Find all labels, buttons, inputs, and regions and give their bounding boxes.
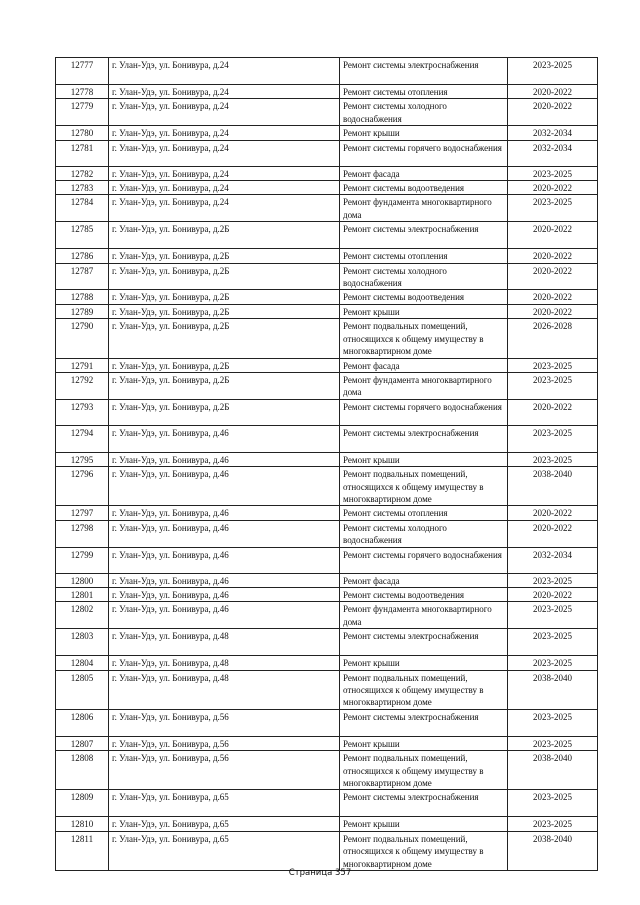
period-cell: 2023-2025 — [508, 709, 598, 736]
table-row — [56, 751, 598, 790]
period-cell: 2032-2034 — [508, 126, 598, 140]
row-number-cell: 12779 — [56, 99, 109, 126]
address-cell: г. Улан-Удэ, ул. Бонивура, д.65 — [109, 817, 340, 831]
row-number-cell: 12807 — [56, 736, 109, 750]
table-row — [56, 452, 598, 466]
address-cell: г. Улан-Удэ, ул. Бонивура, д.2Б — [109, 263, 340, 290]
period-cell: 2026-2028 — [508, 319, 598, 358]
period-cell: 2020-2022 — [508, 399, 598, 425]
period-cell: 2023-2025 — [508, 195, 598, 222]
address-cell: г. Улан-Удэ, ул. Бонивура, д.2Б — [109, 249, 340, 263]
period-cell: 2020-2022 — [508, 290, 598, 304]
row-number-cell: 12777 — [56, 58, 109, 85]
table-row — [56, 467, 598, 506]
row-number-cell: 12804 — [56, 656, 109, 670]
row-number-cell: 12796 — [56, 467, 109, 506]
address-cell: г. Улан-Удэ, ул. Бонивура, д.56 — [109, 751, 340, 790]
row-number-cell: 12797 — [56, 506, 109, 520]
work-type-cell: Ремонт фасада — [340, 358, 508, 372]
row-number-cell: 12809 — [56, 790, 109, 817]
period-cell: 2023-2025 — [508, 602, 598, 629]
table-row — [56, 58, 598, 85]
table-row — [56, 831, 598, 870]
address-cell: г. Улан-Удэ, ул. Бонивура, д.48 — [109, 629, 340, 656]
table-row — [56, 425, 598, 452]
table-row — [56, 181, 598, 195]
table-row — [56, 520, 598, 547]
row-number-cell: 12785 — [56, 222, 109, 249]
address-cell: г. Улан-Удэ, ул. Бонивура, д.65 — [109, 790, 340, 817]
period-cell: 2020-2022 — [508, 520, 598, 547]
row-number-cell: 12788 — [56, 290, 109, 304]
row-number-cell: 12802 — [56, 602, 109, 629]
table-row — [56, 166, 598, 180]
address-cell: г. Улан-Удэ, ул. Бонивура, д.46 — [109, 467, 340, 506]
address-cell: г. Улан-Удэ, ул. Бонивура, д.48 — [109, 656, 340, 670]
period-cell: 2032-2034 — [508, 547, 598, 573]
period-cell: 2020-2022 — [508, 506, 598, 520]
row-number-cell: 12783 — [56, 181, 109, 195]
period-cell: 2023-2025 — [508, 166, 598, 180]
period-cell: 2023-2025 — [508, 629, 598, 656]
row-number-cell: 12790 — [56, 319, 109, 358]
address-cell: г. Улан-Удэ, ул. Бонивура, д.24 — [109, 166, 340, 180]
period-cell: 2032-2034 — [508, 140, 598, 166]
work-type-cell: Ремонт системы электроснабжения — [340, 629, 508, 656]
work-type-cell: Ремонт фундамента многоквартирного дома — [340, 195, 508, 222]
work-type-cell: Ремонт системы водоотведения — [340, 181, 508, 195]
row-number-cell: 12792 — [56, 372, 109, 399]
address-cell: г. Улан-Удэ, ул. Бонивура, д.2Б — [109, 358, 340, 372]
table-row — [56, 629, 598, 656]
work-type-cell: Ремонт системы холодного водоснабжения — [340, 99, 508, 126]
address-cell: г. Улан-Удэ, ул. Бонивура, д.46 — [109, 573, 340, 587]
period-cell: 2023-2025 — [508, 425, 598, 452]
work-type-cell: Ремонт подвальных помещений, относящихся к общему имуществу в многоквартирном доме — [340, 670, 508, 709]
address-cell: г. Улан-Удэ, ул. Бонивура, д.46 — [109, 452, 340, 466]
row-number-cell: 12782 — [56, 166, 109, 180]
table-row — [56, 587, 598, 601]
address-cell: г. Улан-Удэ, ул. Бонивура, д.2Б — [109, 304, 340, 318]
table-row — [56, 140, 598, 166]
period-cell: 2038-2040 — [508, 467, 598, 506]
work-type-cell: Ремонт подвальных помещений, относящихся к общему имуществу в многоквартирном доме — [340, 751, 508, 790]
address-cell: г. Улан-Удэ, ул. Бонивура, д.2Б — [109, 222, 340, 249]
work-type-cell: Ремонт крыши — [340, 452, 508, 466]
address-cell: г. Улан-Удэ, ул. Бонивура, д.2Б — [109, 372, 340, 399]
row-number-cell: 12789 — [56, 304, 109, 318]
work-type-cell: Ремонт подвальных помещений, относящихся к общему имуществу в многоквартирном доме — [340, 319, 508, 358]
work-type-cell: Ремонт фасада — [340, 573, 508, 587]
address-cell: г. Улан-Удэ, ул. Бонивура, д.65 — [109, 831, 340, 870]
table-row — [56, 290, 598, 304]
row-number-cell: 12811 — [56, 831, 109, 870]
table-row — [56, 656, 598, 670]
table-row — [56, 547, 598, 573]
period-cell: 2020-2022 — [508, 304, 598, 318]
row-number-cell: 12806 — [56, 709, 109, 736]
address-cell: г. Улан-Удэ, ул. Бонивура, д.46 — [109, 506, 340, 520]
row-number-cell: 12787 — [56, 263, 109, 290]
work-type-cell: Ремонт системы горячего водоснабжения — [340, 399, 508, 425]
row-number-cell: 12800 — [56, 573, 109, 587]
address-cell: г. Улан-Удэ, ул. Бонивура, д.46 — [109, 520, 340, 547]
address-cell: г. Улан-Удэ, ул. Бонивура, д.24 — [109, 140, 340, 166]
work-type-cell: Ремонт системы горячего водоснабжения — [340, 547, 508, 573]
work-type-cell: Ремонт системы электроснабжения — [340, 709, 508, 736]
row-number-cell: 12799 — [56, 547, 109, 573]
work-type-cell: Ремонт системы электроснабжения — [340, 790, 508, 817]
period-cell: 2020-2022 — [508, 263, 598, 290]
table-row — [56, 249, 598, 263]
table-row — [56, 817, 598, 831]
table-body — [56, 58, 598, 871]
period-cell: 2020-2022 — [508, 222, 598, 249]
page-number: Страница 357 — [288, 868, 352, 878]
work-type-cell: Ремонт крыши — [340, 736, 508, 750]
table-row — [56, 85, 598, 99]
table-row — [56, 195, 598, 222]
period-cell: 2023-2025 — [508, 58, 598, 85]
row-number-cell: 12793 — [56, 399, 109, 425]
work-type-cell: Ремонт системы холодного водоснабжения — [340, 520, 508, 547]
address-cell: г. Улан-Удэ, ул. Бонивура, д.46 — [109, 587, 340, 601]
table-row — [56, 790, 598, 817]
table-row — [56, 319, 598, 358]
period-cell: 2020-2022 — [508, 181, 598, 195]
work-type-cell: Ремонт фасада — [340, 166, 508, 180]
table-row — [56, 304, 598, 318]
row-number-cell: 12781 — [56, 140, 109, 166]
work-type-cell: Ремонт системы электроснабжения — [340, 222, 508, 249]
row-number-cell: 12805 — [56, 670, 109, 709]
row-number-cell: 12786 — [56, 249, 109, 263]
row-number-cell: 12784 — [56, 195, 109, 222]
row-number-cell: 12780 — [56, 126, 109, 140]
work-type-cell: Ремонт крыши — [340, 656, 508, 670]
period-cell: 2023-2025 — [508, 817, 598, 831]
period-cell: 2023-2025 — [508, 736, 598, 750]
work-type-cell: Ремонт системы электроснабжения — [340, 425, 508, 452]
work-type-cell: Ремонт системы водоотведения — [340, 587, 508, 601]
address-cell: г. Улан-Удэ, ул. Бонивура, д.24 — [109, 85, 340, 99]
row-number-cell: 12778 — [56, 85, 109, 99]
table-row — [56, 99, 598, 126]
table-row — [56, 602, 598, 629]
work-type-cell: Ремонт крыши — [340, 817, 508, 831]
work-type-cell: Ремонт крыши — [340, 304, 508, 318]
address-cell: г. Улан-Удэ, ул. Бонивура, д.2Б — [109, 399, 340, 425]
table-row — [56, 573, 598, 587]
row-number-cell: 12795 — [56, 452, 109, 466]
work-type-cell: Ремонт подвальных помещений, относящихся к общему имуществу в многоквартирном доме — [340, 467, 508, 506]
address-cell: г. Улан-Удэ, ул. Бонивура, д.24 — [109, 126, 340, 140]
address-cell: г. Улан-Удэ, ул. Бонивура, д.48 — [109, 670, 340, 709]
table-row — [56, 736, 598, 750]
repair-schedule-table — [55, 57, 598, 871]
table-row — [56, 358, 598, 372]
address-cell: г. Улан-Удэ, ул. Бонивура, д.24 — [109, 181, 340, 195]
period-cell: 2023-2025 — [508, 656, 598, 670]
table-row — [56, 372, 598, 399]
period-cell: 2038-2040 — [508, 831, 598, 870]
address-cell: г. Улан-Удэ, ул. Бонивура, д.2Б — [109, 290, 340, 304]
address-cell: г. Улан-Удэ, ул. Бонивура, д.2Б — [109, 319, 340, 358]
period-cell: 2023-2025 — [508, 790, 598, 817]
period-cell: 2020-2022 — [508, 85, 598, 99]
table-row — [56, 126, 598, 140]
row-number-cell: 12803 — [56, 629, 109, 656]
table-row — [56, 263, 598, 290]
table-row — [56, 709, 598, 736]
work-type-cell: Ремонт фундамента многоквартирного дома — [340, 602, 508, 629]
row-number-cell: 12798 — [56, 520, 109, 547]
period-cell: 2020-2022 — [508, 99, 598, 126]
table-row — [56, 506, 598, 520]
work-type-cell: Ремонт крыши — [340, 126, 508, 140]
period-cell: 2038-2040 — [508, 751, 598, 790]
work-type-cell: Ремонт системы холодного водоснабжения — [340, 263, 508, 290]
work-type-cell: Ремонт системы горячего водоснабжения — [340, 140, 508, 166]
address-cell: г. Улан-Удэ, ул. Бонивура, д.46 — [109, 425, 340, 452]
row-number-cell: 12810 — [56, 817, 109, 831]
period-cell: 2020-2022 — [508, 587, 598, 601]
row-number-cell: 12791 — [56, 358, 109, 372]
work-type-cell: Ремонт подвальных помещений, относящихся к общему имуществу в многоквартирном доме — [340, 831, 508, 870]
address-cell: г. Улан-Удэ, ул. Бонивура, д.24 — [109, 58, 340, 85]
row-number-cell: 12808 — [56, 751, 109, 790]
address-cell: г. Улан-Удэ, ул. Бонивура, д.56 — [109, 709, 340, 736]
work-type-cell: Ремонт фундамента многоквартирного дома — [340, 372, 508, 399]
period-cell: 2020-2022 — [508, 249, 598, 263]
period-cell: 2023-2025 — [508, 372, 598, 399]
row-number-cell: 12801 — [56, 587, 109, 601]
address-cell: г. Улан-Удэ, ул. Бонивура, д.56 — [109, 736, 340, 750]
table-row — [56, 222, 598, 249]
address-cell: г. Улан-Удэ, ул. Бонивура, д.46 — [109, 602, 340, 629]
work-type-cell: Ремонт системы электроснабжения — [340, 58, 508, 85]
address-cell: г. Улан-Удэ, ул. Бонивура, д.24 — [109, 99, 340, 126]
address-cell: г. Улан-Удэ, ул. Бонивура, д.46 — [109, 547, 340, 573]
period-cell: 2023-2025 — [508, 358, 598, 372]
period-cell: 2023-2025 — [508, 452, 598, 466]
row-number-cell: 12794 — [56, 425, 109, 452]
table-row — [56, 670, 598, 709]
period-cell: 2023-2025 — [508, 573, 598, 587]
work-type-cell: Ремонт системы отопления — [340, 249, 508, 263]
address-cell: г. Улан-Удэ, ул. Бонивура, д.24 — [109, 195, 340, 222]
work-type-cell: Ремонт системы отопления — [340, 85, 508, 99]
work-type-cell: Ремонт системы отопления — [340, 506, 508, 520]
table-row — [56, 399, 598, 425]
period-cell: 2038-2040 — [508, 670, 598, 709]
work-type-cell: Ремонт системы водоотведения — [340, 290, 508, 304]
